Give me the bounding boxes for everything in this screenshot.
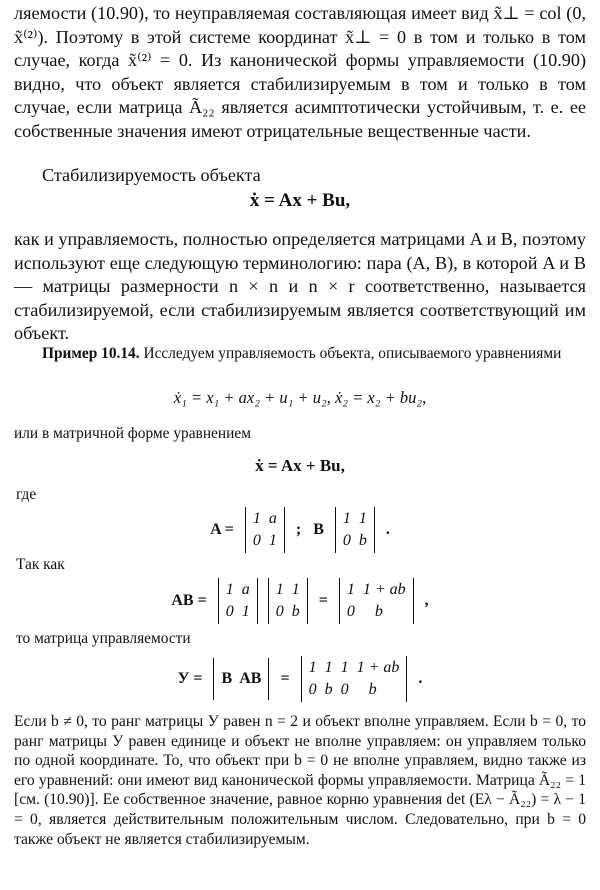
stabilizability-intro: Стабилизируемость объекта bbox=[42, 165, 261, 185]
controllability-result-row-2: 0 b 0 b bbox=[308, 681, 377, 698]
equation-matrix-form: ẋ = Ax + Bu, bbox=[255, 456, 345, 475]
controllability-block bbox=[213, 658, 269, 700]
product-result bbox=[339, 578, 414, 624]
matrix-separator: ; bbox=[295, 521, 302, 538]
example-title: Пример 10.14. bbox=[42, 345, 140, 362]
controllability-end: . bbox=[418, 670, 423, 687]
product-matrix-1-row-2: 0 1 bbox=[225, 603, 250, 620]
controllability-label: У = bbox=[177, 670, 203, 687]
equation-system: ẋ₁ = x₁ + ax₂ + u₁ + u₂, ẋ₂ = x₂ + bu₂, bbox=[173, 388, 427, 407]
product-equals: = bbox=[318, 592, 328, 609]
matrix-form-text: или в матричной форме уравнением bbox=[14, 425, 251, 442]
product-matrix-2-row-1: 1 1 bbox=[275, 581, 300, 598]
product-matrix-1-row-1: 1 a bbox=[225, 581, 250, 598]
product-result-row-1: 1 1 + ab bbox=[346, 581, 406, 598]
product-end: , bbox=[424, 592, 429, 609]
controllability-inner: B AB bbox=[221, 670, 262, 687]
then-label: то матрица управляемости bbox=[16, 630, 191, 647]
where-label: где bbox=[16, 486, 37, 503]
product-matrix-2 bbox=[268, 578, 308, 624]
controllability-matrix bbox=[0, 656, 600, 702]
matrices-A-B: A = 1 a 0 1 ; B 1 1 0 b . bbox=[0, 507, 600, 553]
product-matrix-1 bbox=[218, 578, 258, 624]
product-matrix-2-row-2: 0 b bbox=[275, 603, 300, 620]
controllability-result bbox=[301, 656, 408, 702]
product-label: AB = bbox=[171, 592, 207, 609]
paragraph-stabilizability-condition: ляемости (10.90), то неуправляемая составляющая имеет вид x̃⊥ = col (0, x̃⁽²⁾). Поэтому в этой системе координат x̃⊥ = 0 в том и только в том случае, когда x̃⁽²⁾ = 0. Из канонической формы управляемости (10.90) видно, что объект является стабилизируемым в том и только в том случае, если матрица Ã₂₂ является асимптотически устойчивым, т. е. ее собственные значения имеют отрицательные вещественные части. bbox=[14, 3, 586, 141]
paragraph-conclusion: Если b ≠ 0, то ранг матрицы У равен n = 2 и объект вполне управляем. Если b = 0, то ранг матрицы У равен единице и объект не вполне управляем: он управляем только по одной координате. То, что объект при b = 0 не вполне управляем, видно также из его уравнений: они имеют вид канонической формы управляемости. Матрица Ã₂₂ = 1 [см. (10.90)]. Ее собственное значение, равное корню уравнения det (Eλ − Ã₂₂) = λ − 1 = 0, является действительным положительным числом. Следовательно, при b = 0 также объект не является стабилизируемым. bbox=[14, 713, 586, 848]
paragraph-terminology: как и управляемость, полностью определяется матрицами A и B, поэтому используют еще следующую терминологию: пара (A, B), в которой A и B — матрицы размерности n × n и n × r соответственно, называется стабилизируемой, если стабилизируемым является соответствующий им объект. bbox=[14, 229, 586, 343]
matrix-B-label: B bbox=[313, 521, 324, 538]
matrix-B bbox=[335, 507, 375, 553]
since-label: Так как bbox=[16, 556, 65, 573]
matrix-B-row-2: 0 b bbox=[342, 532, 367, 549]
matrix-A-row-1: 1 a bbox=[252, 510, 277, 527]
matrix-B-row-1: 1 1 bbox=[342, 510, 367, 527]
equation-state: ẋ = Ax + Bu, bbox=[249, 190, 351, 211]
matrix-A-row-2: 0 1 bbox=[252, 532, 277, 549]
product-AB bbox=[0, 578, 600, 624]
controllability-equals: = bbox=[280, 670, 290, 687]
example-paragraph bbox=[14, 344, 586, 364]
controllability-result-row-1: 1 1 1 1 + ab bbox=[308, 659, 400, 676]
product-result-row-2: 0 b bbox=[346, 603, 383, 620]
example-text: Исследуем управляемость объекта, описываемого уравнениями bbox=[143, 345, 562, 362]
matrix-A bbox=[245, 507, 285, 553]
matrix-A-label: A = bbox=[210, 521, 234, 538]
